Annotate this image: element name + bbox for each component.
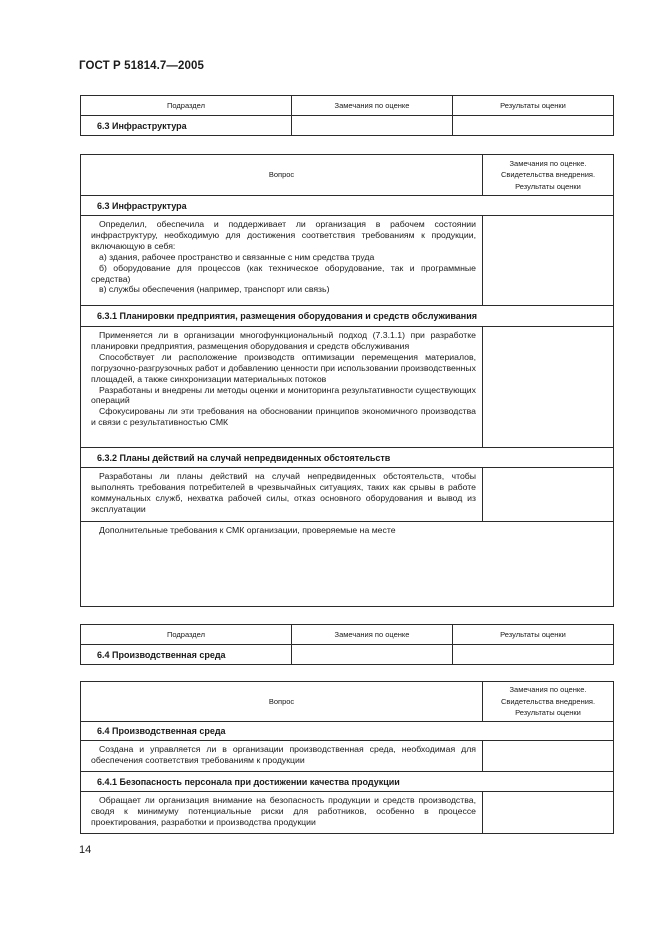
subsection-table-6-3 — [80, 95, 614, 136]
safety-question — [81, 792, 483, 834]
section-title: 6.3.2 Планы действий на случай непредвиденных обстоятельств — [81, 448, 614, 468]
page-number: 14 — [79, 844, 92, 856]
question-text: Разработаны ли планы действий на случай непредвиденных обстоятельств, чтобы выполнять требования потребителей в чрезвычайных ситуациях, таких как срывы в работе коммунальных служб, нехватка рабочей силы, отказ основного оборудования и вывод из эксплуатации — [91, 471, 476, 514]
question-text: Обращает ли организация внимание на безопасность продукции и средств производства, сводя к минимуму потенциальные риски для работников, особенно в процессе проектирования, разработки и производства продукции — [91, 795, 476, 827]
additional-requirements-label: Дополнительные требования к СМК организации, проверяемые на месте — [99, 525, 396, 535]
question-table-6-3 — [80, 154, 614, 607]
remarks-cell[interactable] — [292, 645, 453, 665]
col-results-header: Результаты оценки — [453, 96, 614, 116]
list-item: в) службы обеспечения (например, транспорт или связь) — [99, 284, 330, 295]
subsection-title: 6.3 Инфраструктура — [81, 116, 292, 136]
document-title: ГОСТ Р 51814.7—2005 — [79, 60, 204, 72]
results-cell[interactable] — [453, 116, 614, 136]
col-subsection-header: Подраздел — [81, 96, 292, 116]
col-remarks-header: Замечания по оценке — [292, 625, 453, 645]
evidence-column-header — [483, 155, 614, 196]
col-remarks-header: Замечания по оценке — [292, 96, 453, 116]
section-title: 6.4 Производственная среда — [81, 722, 614, 741]
results-cell[interactable] — [453, 645, 614, 665]
question-text: Разработаны и внедрены ли методы оценки и мониторинга результативности существующих операций — [91, 384, 476, 406]
question-text: Определил, обеспечила и поддерживает ли организация в рабочем состоянии инфраструктуру, необходимую для достижения соответствия требованиям к продукции, включающую в себя: — [91, 219, 476, 251]
col-subsection-header: Подраздел — [81, 625, 292, 645]
evidence-header-line1: Замечания по оценке. — [509, 158, 587, 168]
infrastructure-question — [81, 216, 483, 306]
environment-question — [81, 741, 483, 772]
section-title: 6.3 Инфраструктура — [81, 196, 614, 216]
evidence-cell[interactable] — [483, 741, 614, 772]
evidence-column-header — [483, 682, 614, 722]
evidence-header-line2: Свидетельства внедрения. — [500, 696, 596, 706]
section-title: 6.4.1 Безопасность персонала при достижении качества продукции — [81, 772, 614, 792]
evidence-cell[interactable] — [483, 216, 614, 306]
evidence-cell[interactable] — [483, 327, 614, 448]
question-text: Сфокусированы ли эти требования на обосновании принципов экономичного производства и связи с результативностью СМК — [91, 406, 476, 428]
list-item: б) оборудование для процессов (как техническое оборудование, так и программные средства) — [91, 262, 476, 284]
evidence-header-line2: Свидетельства внедрения. — [500, 170, 596, 180]
remarks-cell[interactable] — [292, 116, 453, 136]
evidence-header-line3: Результаты оценки — [515, 181, 581, 191]
question-text: Применяется ли в организации многофункциональный подход (7.3.1.1) при разработке планировки предприятия, размещения оборудования и средств обслуживания — [91, 330, 476, 351]
evidence-cell[interactable] — [483, 792, 614, 834]
evidence-header-line3: Результаты оценки — [515, 708, 581, 718]
question-column-header: Вопрос — [81, 682, 483, 722]
subsection-title: 6.4 Производственная среда — [81, 645, 292, 665]
section-title: 6.3.1 Планировки предприятия, размещения оборудования и средств обслуживания — [81, 306, 614, 327]
question-text: Способствует ли расположение производств оптимизации перемещения материалов, погрузочно-разгрузочных работ и добавлению ценности при использовании производственных площадей, а также синхронизации материальных потоков — [91, 351, 476, 384]
additional-requirements-cell[interactable] — [81, 522, 614, 607]
evidence-cell[interactable] — [483, 468, 614, 522]
evidence-header-line1: Замечания по оценке. — [509, 685, 587, 695]
layout-question — [81, 327, 483, 448]
question-text: Создана и управляется ли в организации производственная среда, необходимая для обеспечения соответствия требованиям к продукции — [91, 744, 476, 765]
list-item: а) здания, рабочее пространство и связанные с ним средства труда — [99, 251, 375, 262]
contingency-question — [81, 468, 483, 522]
question-table-6-4 — [80, 681, 614, 834]
col-results-header: Результаты оценки — [453, 625, 614, 645]
question-column-header: Вопрос — [81, 155, 483, 196]
subsection-table-6-4 — [80, 624, 614, 665]
